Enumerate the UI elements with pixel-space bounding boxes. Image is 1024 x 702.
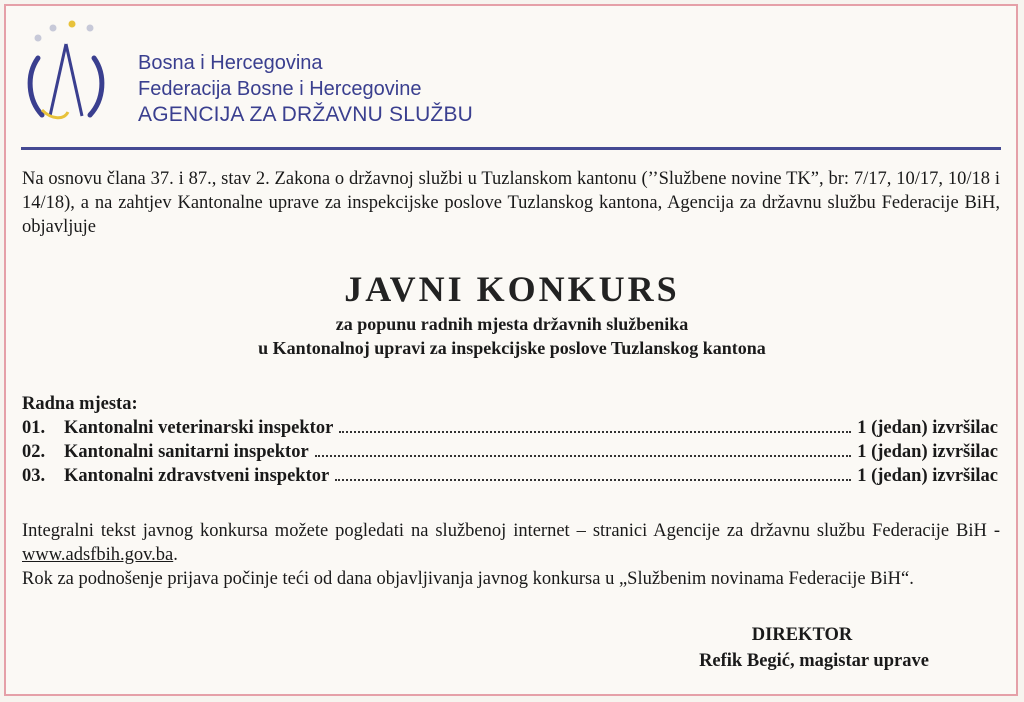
- position-name: Kantonalni veterinarski inspektor: [64, 418, 334, 438]
- positions-list: [22, 392, 998, 488]
- info-text-end: .: [173, 545, 178, 565]
- deadline-text: Rok za podnošenje prijava počinje teći od dana objavljivanja javnog konkursa u „Službenim novinama Federacije BiH“.: [22, 569, 914, 589]
- dot-leader: [315, 455, 852, 457]
- dot-leader: [339, 431, 851, 433]
- info-text: Integralni tekst javnog konkursa možete pogledati na službenoj internet – stranici Agencije za državnu službu Federacije BiH -: [22, 521, 1000, 541]
- info-paragraph: [22, 519, 1000, 591]
- position-name: Kantonalni sanitarni inspektor: [64, 442, 309, 462]
- header: [20, 20, 1010, 150]
- agency-name: [138, 50, 473, 128]
- position-count: 1 (jedan) izvršilac: [857, 466, 998, 486]
- website-link[interactable]: www.adsfbih.gov.ba: [22, 545, 174, 565]
- signature-title: DIREKTOR: [751, 625, 853, 645]
- agency-line-federation: Federacija Bosne i Hercegovine: [138, 78, 422, 100]
- subtitle-purpose: za popunu radnih mjesta državnih službenika: [335, 314, 689, 334]
- signature-name: Refik Begić, magistar uprave: [699, 651, 929, 671]
- agency-logo-icon: [20, 20, 125, 135]
- subtitle-institution: u Kantonalnoj upravi za inspekcijske poslove Tuzlanskog kantona: [258, 338, 766, 358]
- header-divider: [21, 147, 1001, 150]
- position-count: 1 (jedan) izvršilac: [857, 418, 998, 438]
- position-name: Kantonalni zdravstveni inspektor: [64, 466, 330, 486]
- intro-paragraph: Na osnovu člana 37. i 87., stav 2. Zakona o državnoj službi u Tuzlanskom kantonu (’’Službene novine TK”, br: 7/17, 10/17, 10/18 i 14/18), a na zahtjev Kantonalne uprave za inspekcijske poslove Tuzlanskog kantona, Agencija za državnu službu Federacije BiH, objavljuje: [22, 169, 1000, 237]
- page-title: JAVNI KONKURS: [344, 269, 680, 309]
- position-number: 01.: [22, 418, 46, 438]
- position-count: 1 (jedan) izvršilac: [857, 442, 998, 462]
- position-number: 02.: [22, 442, 46, 462]
- dot-leader: [335, 479, 851, 481]
- positions-heading: Radna mjesta:: [22, 394, 138, 414]
- agency-line-agency: AGENCIJA ZA DRŽAVNU SLUŽBU: [138, 103, 474, 126]
- agency-line-country: Bosna i Hercegovina: [138, 52, 323, 74]
- position-number: 03.: [22, 466, 46, 486]
- position-row: [22, 440, 998, 464]
- position-row: [22, 464, 998, 488]
- position-row: [22, 416, 998, 440]
